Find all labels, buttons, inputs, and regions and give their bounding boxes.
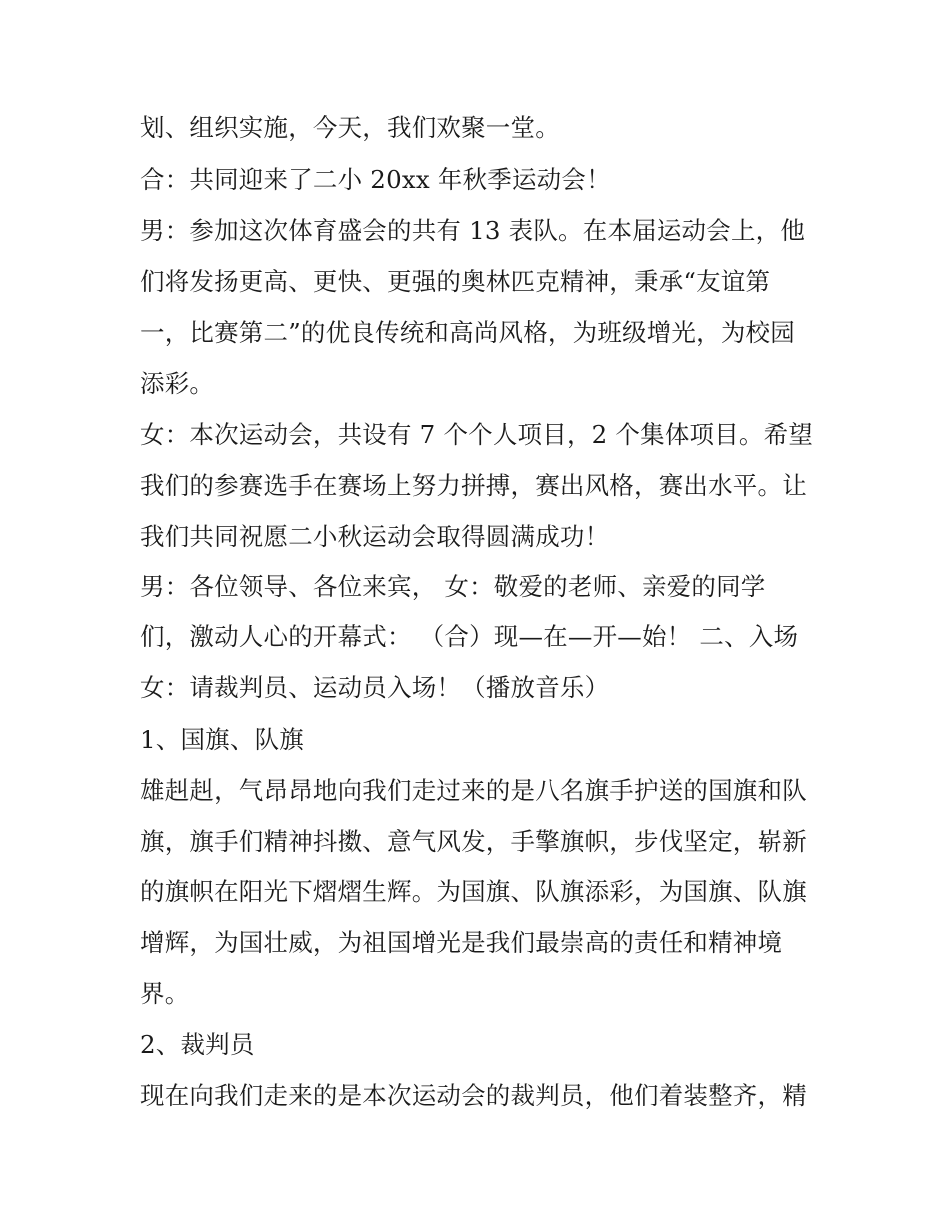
text-line-15: 旗，旗手们精神抖擞、意气风发，手擎旗帜，步伐坚定，崭新: [140, 827, 807, 856]
text-line-20: 现在向我们走来的是本次运动会的裁判员，他们着装整齐，精: [140, 1081, 807, 1110]
text-line-9: 我们共同祝愿二小秋运动会取得圆满成功！: [140, 522, 610, 551]
text-line-11: 们，激动人心的开幕式： （合）现—在—开—始！ 二、入场: [140, 622, 799, 651]
text-line-16: 的旗帜在阳光下熠熠生辉。为国旗、队旗添彩，为国旗、队旗: [140, 877, 807, 906]
text-line-6: 添彩。: [140, 369, 215, 398]
text-line-7: 女：本次运动会，共设有 7 个个人项目，2 个集体项目。希望: [140, 420, 814, 449]
section-heading-referees: 2、裁判员: [140, 1030, 255, 1059]
text-line-3: 男：参加这次体育盛会的共有 13 表队。在本届运动会上，他: [140, 216, 806, 245]
section-heading-flags: 1、国旗、队旗: [140, 725, 304, 754]
text-line-12: 女：请裁判员、运动员入场！（播放音乐）: [140, 673, 610, 702]
text-line-10: 男：各位领导、各位来宾， 女：敬爱的老师、亲爱的同学: [140, 572, 766, 601]
text-line-5: 一，比赛第二”的优良传统和高尚风格，为班级增光，为校园: [140, 318, 795, 347]
text-line-1: 划、组织实施，今天，我们欢聚一堂。: [140, 113, 560, 142]
text-line-2: 合：共同迎来了二小 20xx 年秋季运动会！: [140, 165, 611, 194]
text-line-18: 界。: [140, 979, 190, 1008]
text-line-17: 增辉，为国壮威，为祖国增光是我们最崇高的责任和精神境: [140, 928, 783, 957]
text-line-4: 们将发扬更高、更快、更强的奥林匹克精神，秉承“友谊第: [140, 267, 771, 296]
text-line-14: 雄赳赳，气昂昂地向我们走过来的是八名旗手护送的国旗和队: [140, 776, 807, 805]
text-line-8: 我们的参赛选手在赛场上努力拼搏，赛出风格，赛出水平。让: [140, 471, 807, 500]
